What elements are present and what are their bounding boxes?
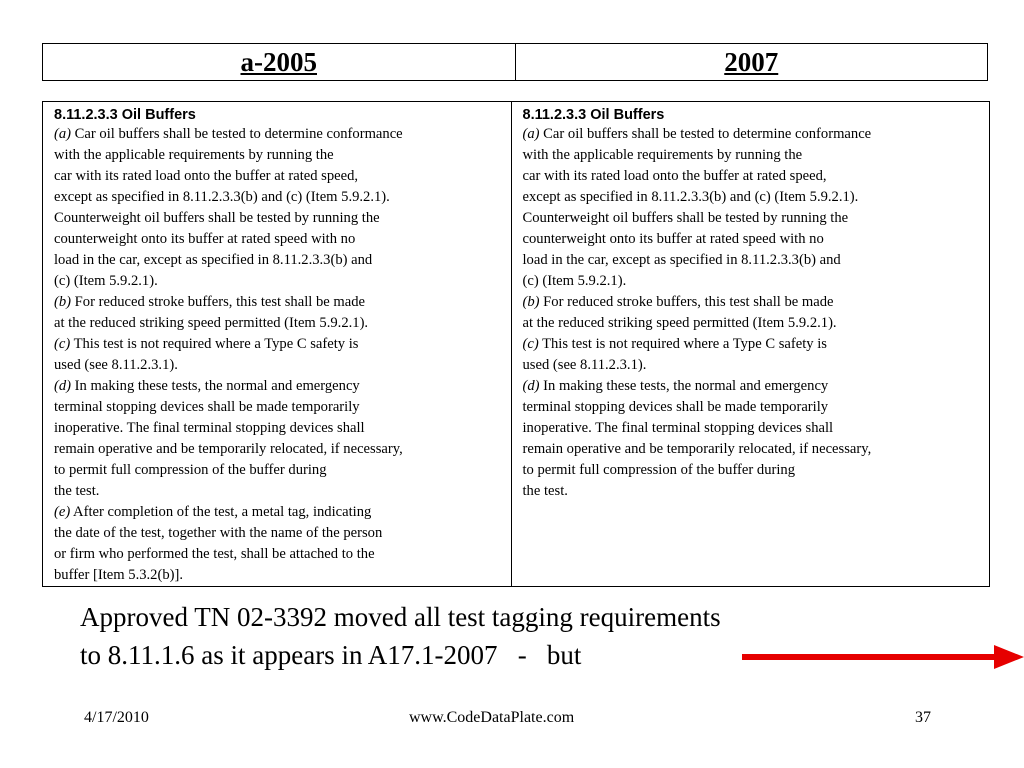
line-text: used (see 8.11.2.3.1). [54,357,178,373]
body-line [523,334,990,355]
clause-label: (e) [54,504,71,520]
line-text: Car oil buffers shall be tested to determine conformance [71,126,403,142]
line-text: except as specified in 8.11.2.3.3(b) and (c) (Item 5.9.2.1). [522,189,859,205]
note-line-2: to 8.11.1.6 as it appears in A17.1-2007 - but [80,640,582,670]
line-text: inoperative. The final terminal stopping devices shall [54,420,365,436]
line-text: Car oil buffers shall be tested to determine conformance [539,126,872,142]
line-text: except as specified in 8.11.2.3.3(b) and (c) (Item 5.9.2.1). [54,189,390,205]
body-line [54,355,511,376]
right-arrow-icon [742,645,1024,669]
line-text: the date of the test, together with the name of the person [54,525,383,541]
clause-label: (a) [522,126,540,142]
footer-page-number: 37 [915,709,931,726]
body-line [523,355,990,376]
body-line [523,229,990,250]
line-text: counterweight onto its buffer at rated speed with no [54,231,356,247]
body-line [54,397,511,418]
body-line [54,208,511,229]
body-line [523,292,990,313]
body-line [523,166,990,187]
body-line [523,208,990,229]
left-body [54,124,511,586]
line-text: Counterweight oil buffers shall be tested by running the [54,210,380,226]
left-section-title: 8.11.2.3.3 Oil Buffers [54,107,196,123]
line-text: the test. [54,483,100,499]
body-line [54,271,511,292]
body-line [54,145,511,166]
line-text: This test is not required where a Type C safety is [70,336,359,352]
body-line [54,187,511,208]
line-text: Counterweight oil buffers shall be tested by running the [522,210,849,226]
body-line [523,145,990,166]
body-line [54,439,511,460]
comparison-table [42,101,990,587]
line-text: or firm who performed the test, shall be attached to the [54,546,375,562]
footer-date: 4/17/2010 [84,709,149,726]
line-text: at the reduced striking speed permitted (Item 5.9.2.1). [522,315,837,331]
line-text: car with its rated load onto the buffer at rated speed, [522,168,827,184]
body-line [523,271,990,292]
clause-label: (b) [522,294,540,310]
header-right-version: 2007 [516,44,989,80]
line-text: This test is not required where a Type C safety is [538,336,827,352]
footer-website: www.CodeDataPlate.com [409,709,575,726]
line-text: load in the car, except as specified in 8.11.2.3.3(b) and [522,252,841,268]
comparison-header [42,43,988,81]
header-left-version: a-2005 [43,44,516,80]
clause-label: (c) [54,336,71,352]
right-section-title: 8.11.2.3.3 Oil Buffers [522,107,665,123]
line-text: used (see 8.11.2.3.1). [522,357,647,373]
body-line [523,460,990,481]
body-line [523,439,990,460]
line-text: (c) (Item 5.9.2.1). [54,273,158,289]
line-text: buffer [Item 5.3.2(b)]. [54,567,183,583]
line-text: to permit full compression of the buffer during [54,462,327,478]
line-text: After completion of the test, a metal tag, indicating [70,504,372,520]
line-text: terminal stopping devices shall be made temporarily [522,399,829,415]
line-text: terminal stopping devices shall be made temporarily [54,399,360,415]
line-text: In making these tests, the normal and emergency [539,378,829,394]
body-line [54,460,511,481]
note-line-1: Approved TN 02-3392 moved all test tagging requirements [80,602,721,632]
line-text: at the reduced striking speed permitted (Item 5.9.2.1). [54,315,369,331]
clause-label: (d) [54,378,72,394]
line-text: remain operative and be temporarily relocated, if necessary, [522,441,872,457]
body-line [54,313,511,334]
body-line [523,250,990,271]
line-text: load in the car, except as specified in 8.11.2.3.3(b) and [54,252,373,268]
line-text: For reduced stroke buffers, this test shall be made [71,294,365,310]
body-line [54,166,511,187]
right-body [523,124,990,502]
line-text: remain operative and be temporarily relocated, if necessary, [54,441,403,457]
body-line [54,481,511,502]
line-text: to permit full compression of the buffer during [522,462,795,478]
right-column [512,102,991,586]
line-text: with the applicable requirements by running the [54,147,334,163]
body-line [523,397,990,418]
body-line [54,544,511,565]
body-line [54,376,511,397]
arrow-shaft [742,654,996,660]
arrow-head [994,645,1024,669]
body-line [54,565,511,586]
body-line [523,481,990,502]
body-line [54,229,511,250]
line-text: inoperative. The final terminal stopping devices shall [522,420,834,436]
line-text: (c) (Item 5.9.2.1). [522,273,627,289]
body-line [54,292,511,313]
body-line [523,418,990,439]
left-column [43,102,512,586]
body-line [523,376,990,397]
line-text: with the applicable requirements by running the [522,147,803,163]
body-line [523,313,990,334]
clause-label: (c) [522,336,539,352]
line-text: counterweight onto its buffer at rated speed with no [522,231,824,247]
line-text: For reduced stroke buffers, this test shall be made [539,294,834,310]
body-line [523,187,990,208]
body-line [54,334,511,355]
body-line [523,124,990,145]
body-line [54,523,511,544]
clause-label: (d) [522,378,540,394]
body-line [54,250,511,271]
line-text: the test. [522,483,568,499]
body-line [54,124,511,145]
clause-label: (a) [54,126,72,142]
line-text: In making these tests, the normal and emergency [71,378,360,394]
clause-label: (b) [54,294,72,310]
body-line [54,502,511,523]
line-text: car with its rated load onto the buffer at rated speed, [54,168,359,184]
body-line [54,418,511,439]
